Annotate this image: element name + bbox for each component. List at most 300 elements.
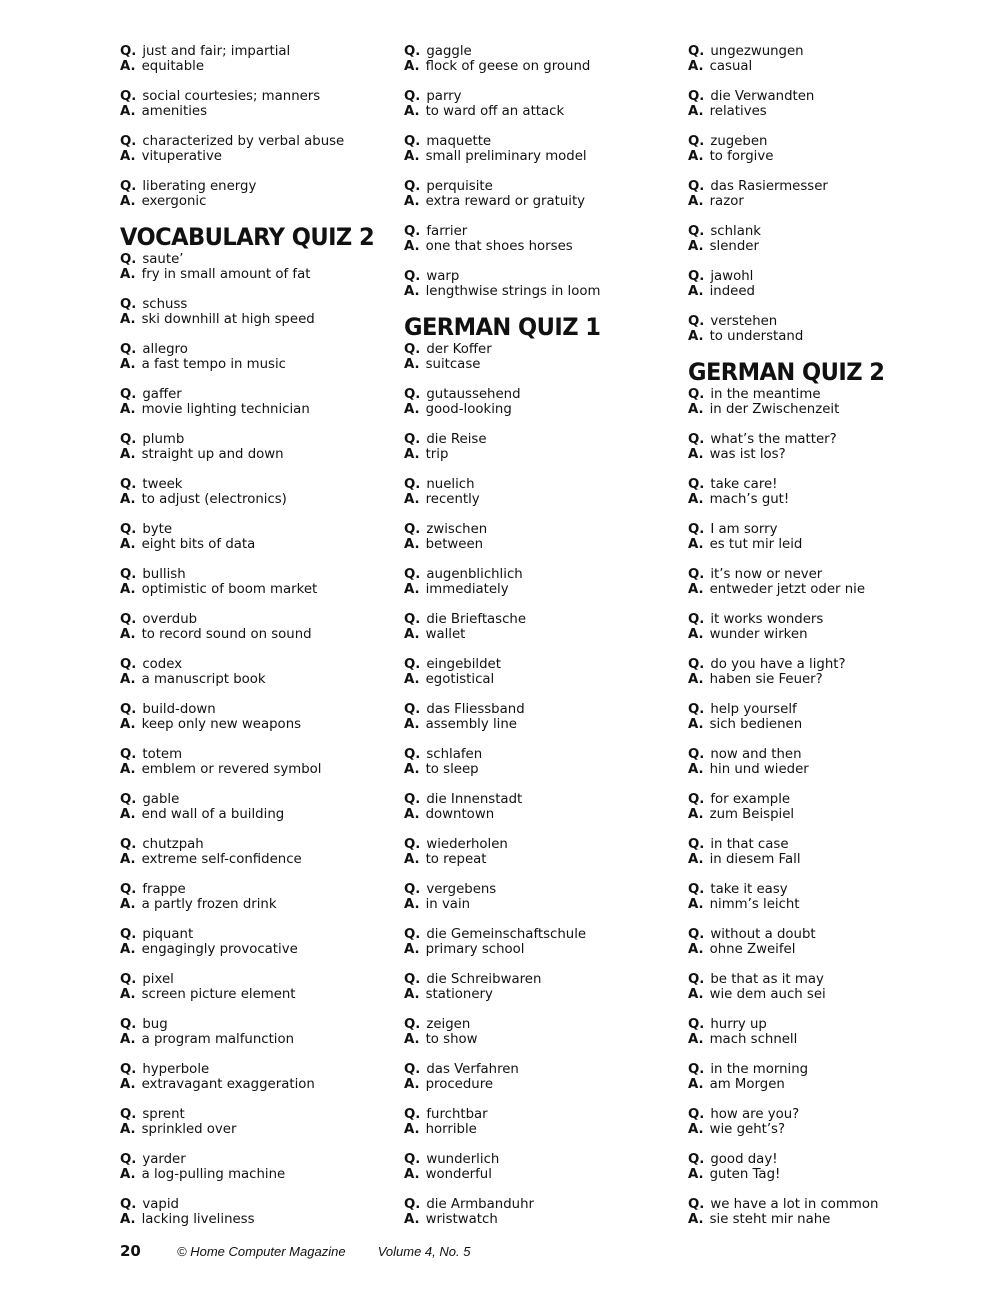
question-text: in that case [710,837,789,852]
answer-text: to ward off an attack [425,104,565,119]
question-text: wunderlich [426,1152,500,1167]
question-text: take it easy [710,882,788,897]
question-line [688,837,960,852]
answer-text: movie lighting technician [141,402,310,417]
question-text: nuelich [426,477,475,492]
question-text: without a doubt [710,927,816,942]
answer-label: A. [404,194,420,209]
question-label: Q. [404,224,421,239]
answer-text: lacking liveliness [141,1212,255,1227]
qa-item [688,269,960,299]
question-text: zeigen [426,1017,471,1032]
answer-text: optimistic of boom market [141,582,318,597]
answer-label: A. [404,537,420,552]
answer-label: A. [120,1212,136,1227]
question-line [404,342,676,357]
question-label: Q. [688,927,705,942]
question-line [688,134,960,149]
answer-label: A. [120,582,136,597]
answer-text: wie dem auch sei [709,987,826,1002]
question-text: jawohl [710,269,754,284]
qa-item [404,179,676,209]
answer-text: wie geht’s? [709,1122,786,1137]
answer-text: screen picture element [141,987,296,1002]
qa-item [404,387,676,417]
answer-text: to repeat [425,852,487,867]
qa-item [688,44,960,74]
answer-text: lengthwise strings in loom [425,284,601,299]
question-line [688,314,960,329]
column-2 [404,44,676,1242]
qa-item [688,1152,960,1182]
question-line [120,387,392,402]
question-label: Q. [120,1017,137,1032]
answer-label: A. [688,582,704,597]
qa-item [404,747,676,777]
answer-line [404,357,676,372]
answer-line [120,942,392,957]
question-text: do you have a light? [710,657,846,672]
qa-item [404,1152,676,1182]
question-line [404,1062,676,1077]
answer-text: immediately [425,582,509,597]
answer-line [404,897,676,912]
question-text: ungezwungen [710,44,804,59]
answer-line [120,194,392,209]
question-text: it works wonders [710,612,824,627]
answer-label: A. [120,807,136,822]
answer-line [404,672,676,687]
qa-item [120,747,392,777]
answer-line [120,537,392,552]
answer-label: A. [120,357,136,372]
question-text: die Armbanduhr [426,1197,534,1212]
answer-label: A. [120,267,136,282]
answer-line [120,357,392,372]
qa-item [404,1062,676,1092]
question-text: we have a lot in common [710,1197,879,1212]
qa-item [120,252,392,282]
question-line [120,1107,392,1122]
answer-label: A. [120,762,136,777]
qa-item [404,837,676,867]
question-label: Q. [404,1107,421,1122]
answer-line [688,492,960,507]
question-line [120,612,392,627]
question-line [688,522,960,537]
question-text: it’s now or never [710,567,823,582]
question-line [404,477,676,492]
question-text: eingebildet [426,657,501,672]
question-text: gaffer [142,387,182,402]
answer-line [688,1032,960,1047]
question-line [404,927,676,942]
question-text: maquette [426,134,492,149]
question-text: liberating energy [142,179,257,194]
qa-item [404,1017,676,1047]
question-line [404,657,676,672]
question-line [120,89,392,104]
qa-item [120,657,392,687]
qa-item [120,179,392,209]
question-label: Q. [688,612,705,627]
qa-item [688,134,960,164]
question-line [120,927,392,942]
question-text: sprent [142,1107,185,1122]
question-line [404,134,676,149]
question-text: I am sorry [710,522,778,537]
answer-label: A. [688,59,704,74]
question-label: Q. [688,1017,705,1032]
answer-label: A. [404,1032,420,1047]
question-label: Q. [120,179,137,194]
answer-text: in diesem Fall [709,852,801,867]
answer-line [120,267,392,282]
answer-label: A. [688,447,704,462]
answer-label: A. [688,402,704,417]
answer-label: A. [688,1077,704,1092]
answer-label: A. [688,942,704,957]
answer-line [404,582,676,597]
question-text: schlafen [426,747,483,762]
question-line [120,972,392,987]
question-line [120,477,392,492]
question-line [120,747,392,762]
answer-text: amenities [141,104,208,119]
qa-item [120,882,392,912]
question-line [404,179,676,194]
section-heading: GERMAN QUIZ 1 [404,313,601,341]
qa-item [688,1107,960,1137]
answer-text: entweder jetzt oder nie [709,582,866,597]
answer-line [688,987,960,1002]
question-label: Q. [688,1152,705,1167]
question-label: Q. [404,342,421,357]
question-label: Q. [120,522,137,537]
question-label: Q. [688,1107,705,1122]
answer-label: A. [404,59,420,74]
qa-item [120,44,392,74]
answer-text: equitable [141,59,205,74]
qa-item [120,972,392,1002]
question-label: Q. [404,927,421,942]
answer-label: A. [404,717,420,732]
question-text: what’s the matter? [710,432,837,447]
question-label: Q. [688,792,705,807]
answer-text: es tut mir leid [709,537,803,552]
question-line [688,89,960,104]
question-text: piquant [142,927,194,942]
answer-line [688,194,960,209]
question-line [688,702,960,717]
answer-text: a fast tempo in music [141,357,286,372]
answer-line [120,897,392,912]
answer-text: small preliminary model [425,149,587,164]
answer-line [120,1122,392,1137]
section-heading: VOCABULARY QUIZ 2 [120,223,375,251]
question-label: Q. [120,1197,137,1212]
question-label: Q. [120,837,137,852]
answer-text: extra reward or gratuity [425,194,586,209]
answer-text: to record sound on sound [141,627,312,642]
question-line [120,792,392,807]
answer-line [404,284,676,299]
qa-item [120,134,392,164]
answer-label: A. [120,987,136,1002]
answer-text: sie steht mir nahe [709,1212,831,1227]
answer-label: A. [688,194,704,209]
answer-line [404,1032,676,1047]
answer-text: wallet [425,627,466,642]
answer-label: A. [688,897,704,912]
question-line [404,702,676,717]
answer-line [120,1212,392,1227]
question-line [404,89,676,104]
question-line [688,432,960,447]
question-text: gutaussehend [426,387,521,402]
answer-label: A. [404,627,420,642]
answer-line [120,1077,392,1092]
answer-line [120,807,392,822]
question-label: Q. [120,477,137,492]
answer-line [120,447,392,462]
qa-item [404,927,676,957]
qa-item [120,522,392,552]
question-line [404,269,676,284]
question-line [688,1107,960,1122]
qa-item [120,1152,392,1182]
qa-item [688,1017,960,1047]
answer-line [404,59,676,74]
answer-label: A. [688,852,704,867]
answer-text: exergonic [141,194,207,209]
answer-label: A. [404,897,420,912]
question-text: be that as it may [710,972,824,987]
question-text: vergebens [426,882,497,897]
qa-item [120,1017,392,1047]
answer-line [688,717,960,732]
answer-text: a program malfunction [141,1032,295,1047]
question-line [404,432,676,447]
question-line [688,1152,960,1167]
answer-line [404,104,676,119]
question-label: Q. [404,522,421,537]
question-label: Q. [688,972,705,987]
answer-text: engagingly provocative [141,942,298,957]
answer-line [688,59,960,74]
answer-label: A. [688,329,704,344]
question-line [404,972,676,987]
answer-text: wunder wirken [709,627,808,642]
question-text: furchtbar [426,1107,488,1122]
question-text: good day! [710,1152,778,1167]
question-line [688,1197,960,1212]
question-text: totem [142,747,183,762]
answer-text: casual [709,59,753,74]
answer-line [404,852,676,867]
answer-line [688,402,960,417]
question-line [120,342,392,357]
qa-item [404,702,676,732]
question-label: Q. [404,134,421,149]
question-label: Q. [688,522,705,537]
question-line [404,224,676,239]
answer-line [688,1167,960,1182]
answer-text: downtown [425,807,495,822]
answer-label: A. [688,1167,704,1182]
question-label: Q. [404,882,421,897]
question-text: build-down [142,702,216,717]
answer-label: A. [404,852,420,867]
question-label: Q. [688,567,705,582]
question-label: Q. [404,702,421,717]
answer-text: eight bits of data [141,537,256,552]
question-label: Q. [404,1017,421,1032]
question-text: die Brieftasche [426,612,527,627]
answer-line [688,447,960,462]
qa-item [120,702,392,732]
question-text: die Innenstadt [426,792,523,807]
answer-label: A. [120,852,136,867]
question-label: Q. [120,747,137,762]
question-text: wiederholen [426,837,508,852]
answer-line [120,627,392,642]
answer-label: A. [688,1212,704,1227]
question-line [120,567,392,582]
answer-text: ohne Zweifel [709,942,796,957]
question-label: Q. [404,179,421,194]
answer-label: A. [404,149,420,164]
answer-line [688,104,960,119]
answer-line [404,1122,676,1137]
question-line [404,837,676,852]
answer-label: A. [404,1122,420,1137]
qa-item [404,89,676,119]
question-text: parry [426,89,462,104]
question-text: codex [142,657,183,672]
question-text: allegro [142,342,188,357]
answer-label: A. [688,537,704,552]
question-text: gaggle [426,44,472,59]
question-label: Q. [688,477,705,492]
qa-item [404,1197,676,1227]
question-text: die Verwandten [710,89,815,104]
question-line [688,747,960,762]
qa-item [120,432,392,462]
question-line [688,792,960,807]
qa-item [688,477,960,507]
question-label: Q. [120,342,137,357]
answer-line [404,762,676,777]
question-line [120,432,392,447]
qa-item [688,612,960,642]
answer-line [404,987,676,1002]
answer-text: wonderful [425,1167,492,1182]
qa-item [120,89,392,119]
qa-item [120,387,392,417]
qa-item [404,342,676,372]
question-line [404,747,676,762]
question-text: die Gemeinschaftschule [426,927,587,942]
qa-item [688,882,960,912]
question-label: Q. [404,1062,421,1077]
answer-line [404,1167,676,1182]
answer-label: A. [404,284,420,299]
answer-text: slender [709,239,759,254]
answer-label: A. [688,672,704,687]
question-label: Q. [688,44,705,59]
answer-label: A. [404,447,420,462]
question-line [120,522,392,537]
answer-line [404,194,676,209]
qa-item [404,567,676,597]
question-text: bug [142,1017,168,1032]
question-line [404,1152,676,1167]
question-line [404,612,676,627]
question-text: take care! [710,477,778,492]
question-line [404,1017,676,1032]
question-text: overdub [142,612,198,627]
answer-text: in der Zwischenzeit [709,402,840,417]
question-label: Q. [688,432,705,447]
question-text: das Verfahren [426,1062,519,1077]
qa-item [120,1197,392,1227]
answer-label: A. [688,104,704,119]
question-label: Q. [688,89,705,104]
question-line [120,1017,392,1032]
answer-text: sich bedienen [709,717,803,732]
question-label: Q. [404,612,421,627]
answer-line [404,447,676,462]
answer-text: one that shoes horses [425,239,573,254]
answer-line [404,627,676,642]
qa-item [120,297,392,327]
question-line [688,224,960,239]
answer-line [120,1167,392,1182]
answer-text: indeed [709,284,755,299]
question-label: Q. [120,134,137,149]
answer-label: A. [120,672,136,687]
question-label: Q. [120,44,137,59]
answer-text: nimm’s leicht [709,897,800,912]
question-label: Q. [120,252,137,267]
copyright-notice: © Home Computer Magazine [177,1244,346,1259]
answer-label: A. [120,492,136,507]
question-label: Q. [404,477,421,492]
answer-text: good-looking [425,402,512,417]
question-line [688,269,960,284]
question-line [120,297,392,312]
question-text: die Schreibwaren [426,972,542,987]
question-label: Q. [688,179,705,194]
qa-item [120,837,392,867]
question-label: Q. [404,567,421,582]
question-line [120,882,392,897]
answer-line [404,942,676,957]
page-footer [120,1242,470,1260]
answer-line [404,807,676,822]
question-line [688,567,960,582]
answer-label: A. [688,1032,704,1047]
answer-line [120,402,392,417]
answer-text: to adjust (electronics) [141,492,287,507]
qa-item [688,179,960,209]
question-label: Q. [404,44,421,59]
answer-text: assembly line [425,717,517,732]
answer-line [688,762,960,777]
qa-item [688,89,960,119]
question-line [688,927,960,942]
